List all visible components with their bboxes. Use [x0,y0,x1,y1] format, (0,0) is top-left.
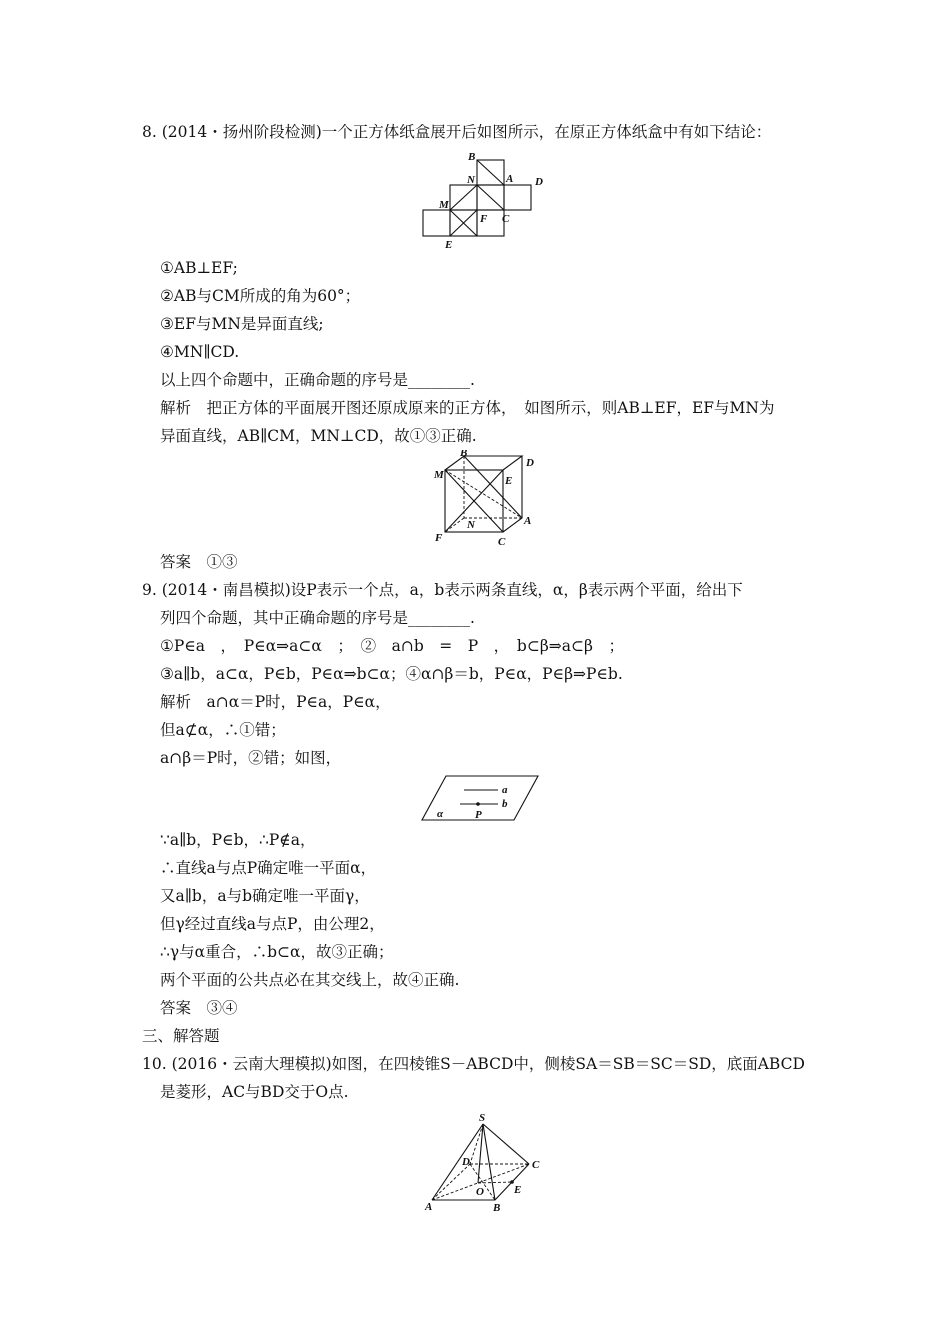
q9-reason-line-6: 两个平面的公共点必在其交线上，故④正确. [160,971,460,989]
q10-pyramid-figure [420,1110,550,1215]
net-label-f: F [480,213,488,225]
pyramid-label-c: C [532,1159,540,1171]
cube-label-d: D [526,457,534,469]
plane-label-b: b [502,798,508,810]
q9-stem-line-1: 9. (2014・南昌模拟)设P表示一个点，a，b表示两条直线，α，β表示两个平面，给出下 [142,581,743,599]
q9-reason-line-3: 又a∥b，a与b确定唯一平面γ， [160,887,370,905]
q9-reason-line-4: 但γ经过直线a与点P，由公理2， [160,915,385,933]
q8-statement-4: ④MN∥CD. [160,343,240,361]
q8-cube-figure [430,450,550,550]
q9-analysis-line-2: 但a⊄α，∴①错； [160,721,286,739]
cube-label-m: M [434,469,444,481]
q8-statement-3: ③EF与MN是异面直线; [160,315,324,333]
plane-label-alpha: α [437,808,444,820]
net-square-low-1 [423,210,450,236]
q8-analysis-line-1: 解析 把正方体的平面展开图还原成原来的正方体， 如图所示，则AB⊥EF，EF与MN为 [160,399,775,417]
cube-label-e: E [505,475,513,487]
net-label-n: N [467,174,475,186]
q9-reason-line-1: ∵a∥b，P∈b，∴P∉a， [160,831,316,849]
net-label-b: B [468,151,476,163]
cube-label-n: N [467,519,475,531]
q9-reason-line-2: ∴直线a与点P确定唯一平面α， [160,859,377,877]
q9-plane-figure [420,774,540,824]
pyramid-label-a: A [425,1201,433,1213]
q8-statement-2: ②AB与CM所成的角为60°； [160,287,361,305]
q8-question: 以上四个命题中，正确命题的序号是________. [160,371,475,389]
q9-answer: 答案 ③④ [160,999,238,1017]
pyramid-label-s: S [479,1112,486,1124]
q9-analysis-line-1: 解析 a∩α＝P时，P∈a，P∈α， [160,693,391,711]
q9-stem-line-2: 列四个命题，其中正确命题的序号是________. [160,609,475,627]
pyramid-label-d: D [462,1156,470,1168]
net-label-m: M [439,199,449,211]
pyramid-label-b: B [493,1202,501,1214]
net-label-a: A [506,173,514,185]
net-label-d: D [535,176,543,188]
cube-label-f: F [435,532,443,544]
q9-analysis-line-3: a∩β＝P时，②错；如图， [160,749,342,767]
plane-label-a: a [502,784,508,796]
q8-stem: 8. (2014・扬州阶段检测)一个正方体纸盒展开后如图所示，在原正方体纸盒中有如下结论： [142,123,772,141]
q8-cube-net-figure [418,148,558,254]
q8-statement-1: ①AB⊥EF; [160,259,238,277]
plane-label-p: P [475,809,482,821]
q10-stem-line-1: 10. (2016・云南大理模拟)如图，在四棱锥S－ABCD中，侧棱SA＝SB＝SC＝SD，底面ABCD [142,1055,805,1073]
section-heading: 三、解答题 [142,1027,220,1045]
pyramid-label-e: E [514,1184,522,1196]
q10-stem-line-2: 是菱形，AC与BD交于O点. [160,1083,349,1101]
q9-propositions-line-2: ③a∥b，a⊂α，P∈b，P∈α⇒b⊂α；④α∩β＝b，P∈α，P∈β⇒P∈b. [160,665,623,683]
pyramid-label-o: O [476,1186,484,1198]
q9-propositions-line-1: ①P∈a ， P∈α⇒a⊂α ； ② a∩b = P ， b⊂β⇒a⊂β ； [160,637,624,655]
net-label-c: C [502,213,510,225]
q8-analysis-line-2: 异面直线，AB∥CM，MN⊥CD，故①③正确. [160,427,477,445]
net-square-mid-3 [504,185,531,210]
cube-label-b: B [460,450,468,459]
cube-label-c: C [498,536,506,548]
q9-reason-line-5: ∴γ与α重合，∴b⊂α，故③正确； [160,943,394,961]
cube-label-a: A [524,515,532,527]
net-label-e: E [445,239,453,251]
q8-answer: 答案 ①③ [160,553,238,571]
point-p [476,802,480,806]
